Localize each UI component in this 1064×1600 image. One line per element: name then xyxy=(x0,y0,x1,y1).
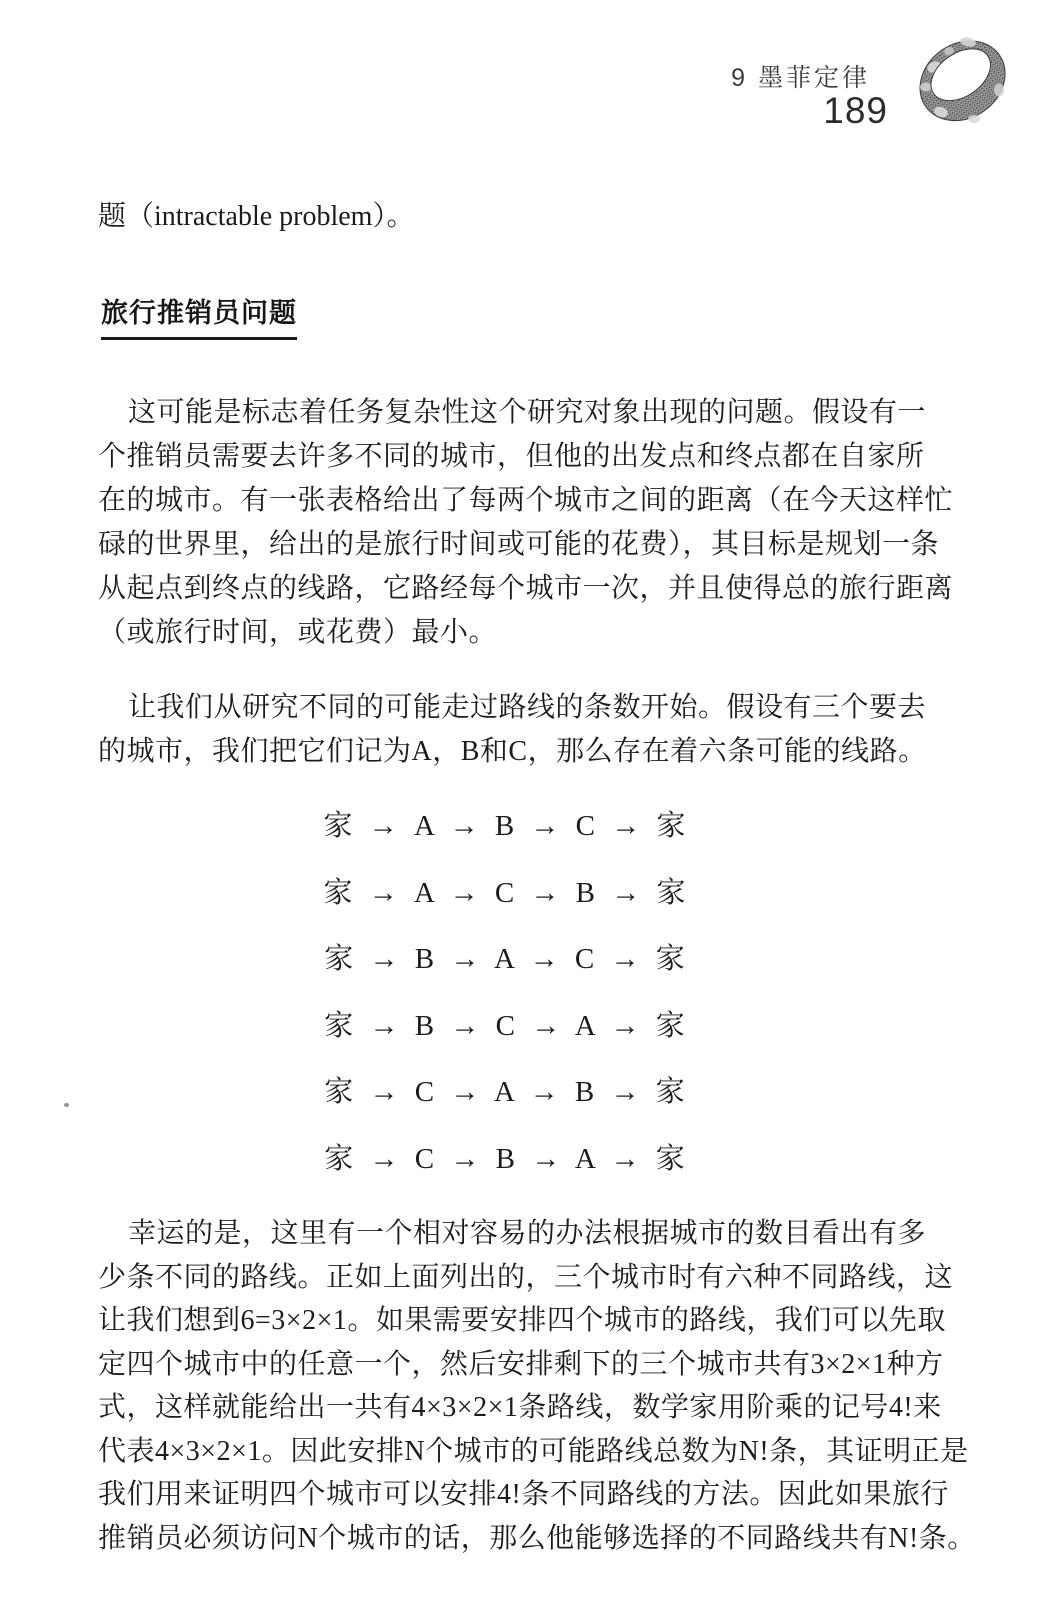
paragraph-1 xyxy=(98,391,954,655)
chapter-header-label: 9 墨菲定律 xyxy=(731,64,870,92)
route-line: 家 → A → C → B → 家 xyxy=(323,876,687,909)
paragraph-line: 定四个城市中的任意一个，然后安排剩下的三个城市共有3×2×1种方 xyxy=(98,1348,944,1380)
paragraph-line: 少条不同的路线。正如上面列出的，三个城市时有六种不同路线，这 xyxy=(98,1261,954,1293)
route-line: 家 → B → C → A → 家 xyxy=(324,1009,686,1042)
section-heading: 旅行推销员问题 xyxy=(101,291,297,340)
paragraph-line: 碌的世界里，给出的是旅行时间或可能的花费），其目标是规划一条 xyxy=(98,529,940,560)
paragraph-line: 幸运的是，这里有一个相对容易的办法根据城市的数目看出有多 xyxy=(128,1218,927,1249)
route-line: 家 → C → A → B → 家 xyxy=(324,1076,686,1108)
paragraph-line: 的城市，我们把它们记为A，B和C，那么存在着六条可能的线路。 xyxy=(98,736,927,767)
scan-artifact-speck xyxy=(64,1103,69,1107)
paragraph-2 xyxy=(98,686,927,774)
moebius-ring-illustration xyxy=(912,30,1012,130)
paragraph-line: 我们用来证明四个城市可以安排4!条不同路线的方法。因此如果旅行 xyxy=(98,1479,949,1510)
paragraph-line: 让我们想到6=3×2×1。如果需要安排四个城市的路线，我们可以先取 xyxy=(98,1305,946,1336)
route-list xyxy=(98,793,912,1192)
paragraph-line: 这可能是标志着任务复杂性这个研究对象出现的问题。假设有一 xyxy=(128,397,927,428)
moebius-ring-icon xyxy=(912,30,1012,130)
page-number: 189 xyxy=(823,90,888,131)
paragraph-line: 式，这样就能给出一共有4×3×2×1条路线，数学家用阶乘的记号4!来 xyxy=(98,1392,942,1423)
paragraph-line: 推销员必须访问N个城市的话，那么他能够选择的不同路线共有N!条。 xyxy=(98,1522,976,1554)
route-line: 家 → B → A → C → 家 xyxy=(324,943,686,975)
intro-line: 题（intractable problem）。 xyxy=(98,201,415,232)
route-line: 家 → A → B → C → 家 xyxy=(323,810,687,842)
paragraph-line: （或旅行时间，或花费）最小。 xyxy=(98,617,498,648)
route-line: 家 → C → B → A → 家 xyxy=(324,1142,686,1175)
paragraph-line: 代表4×3×2×1。因此安排N个城市的可能路线总数为N!条，其证明正是 xyxy=(98,1435,969,1467)
paragraph-line: 让我们从研究不同的可能走过路线的条数开始。假设有三个要去 xyxy=(128,692,927,723)
paragraph-line: 从起点到终点的线路，它路经每个城市一次，并且使得总的旅行距离 xyxy=(98,573,954,604)
paragraph-3 xyxy=(98,1212,976,1560)
paragraph-line: 在的城市。有一张表格给出了每两个城市之间的距离（在今天这样忙 xyxy=(98,485,954,516)
paragraph-line: 个推销员需要去许多不同的城市，但他的出发点和终点都在自家所 xyxy=(98,441,925,472)
